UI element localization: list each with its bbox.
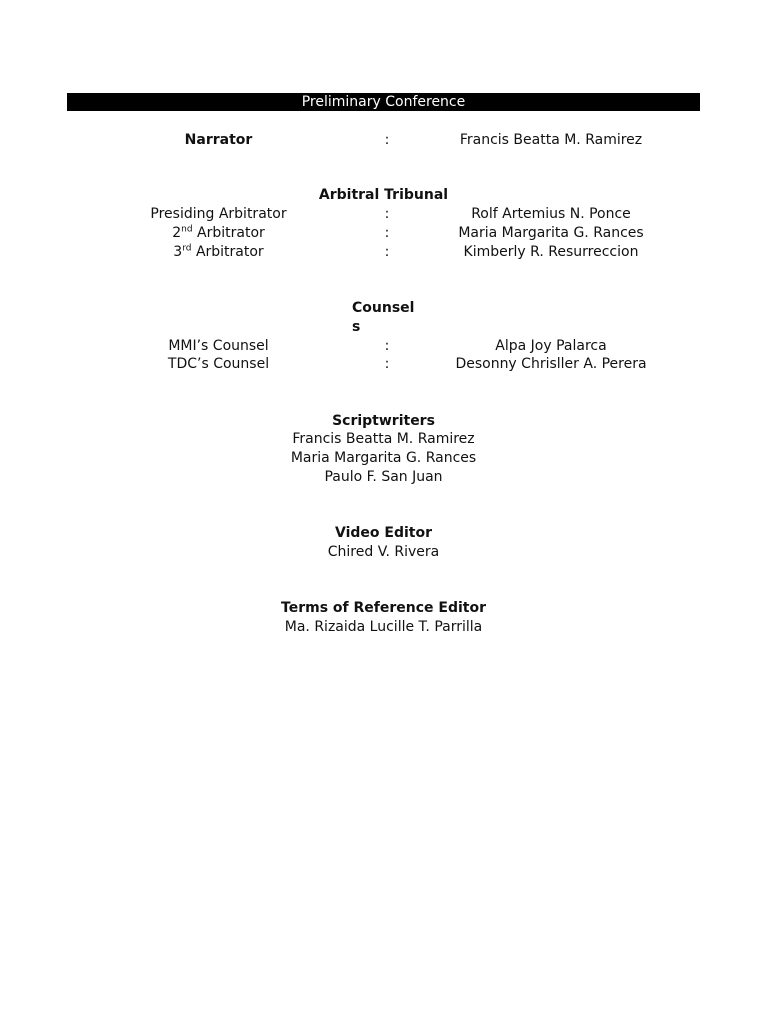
counsel-name: Alpa Joy Palarca [495,338,607,354]
tor-editor-name: Ma. Rizaida Lucille T. Parrilla [284,619,483,635]
counsels-heading: Counsels [352,300,415,335]
counsel-role: MMI’s Counsel [168,338,269,354]
tribunal-name: Rolf Artemius N. Ponce [471,206,631,222]
narrator-row [67,131,700,150]
narrator-label: Narrator [184,132,253,148]
counsel-name: Desonny Chrisller A. Perera [455,356,647,372]
scriptwriter-name: Paulo F. San Juan [324,469,443,485]
tribunal-name: Maria Margarita G. Rances [458,225,644,241]
arbitral-tribunal-heading: Arbitral Tribunal [318,187,449,203]
document-title: Preliminary Conference [301,94,466,110]
scriptwriter-name: Maria Margarita G. Rances [290,450,477,466]
tribunal-separator: : [384,244,390,260]
video-editor-name: Chired V. Rivera [327,544,440,560]
video-editor-heading: Video Editor [335,525,432,541]
tribunal-role: 2nd Arbitrator [172,224,265,241]
scriptwriter-name: Francis Beatta M. Ramirez [292,431,475,447]
tribunal-row [67,224,700,243]
tribunal-name: Kimberly R. Resurreccion [463,244,639,260]
scriptwriters-heading: Scriptwriters [332,413,435,429]
tribunal-separator: : [384,225,390,241]
counsel-separator: : [384,356,390,372]
tribunal-role: Presiding Arbitrator [150,206,287,222]
document-title-banner [67,93,700,111]
tribunal-separator: : [384,206,390,222]
counsel-row [67,355,700,374]
narrator-name: Francis Beatta M. Ramirez [459,132,643,148]
tribunal-row [67,205,700,224]
counsel-role: TDC’s Counsel [167,356,270,372]
tribunal-row [67,243,700,262]
narrator-separator: : [384,132,390,148]
counsel-row [67,337,700,356]
tor-editor-heading: Terms of Reference Editor [281,600,486,616]
counsel-separator: : [384,338,390,354]
tribunal-role: 3rd Arbitrator [173,243,264,260]
